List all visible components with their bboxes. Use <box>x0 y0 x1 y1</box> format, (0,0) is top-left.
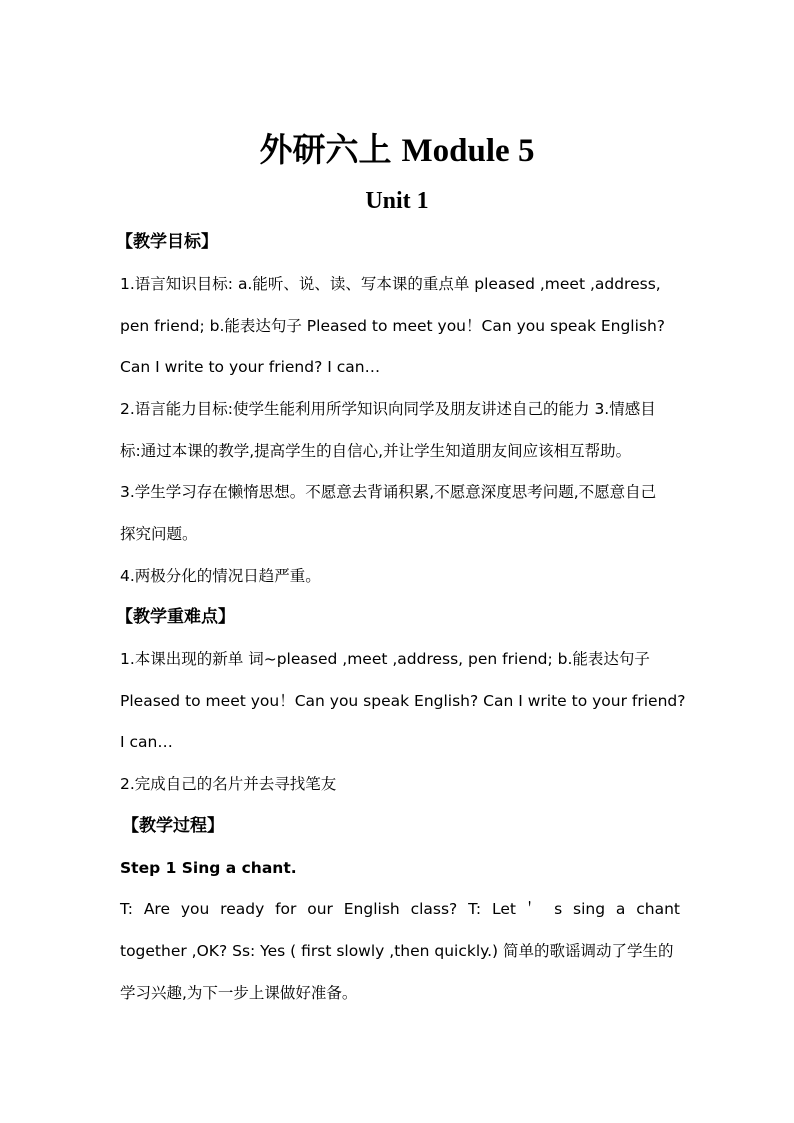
key-points-line: Pleased to meet you！Can you speak English? Can I write to your friend? <box>120 692 686 710</box>
objectives-line: 标:通过本课的教学,提高学生的自信心,并让学生知道朋友间应该相互帮助。 <box>120 442 632 460</box>
page-title <box>0 128 794 173</box>
process-heading: 【教学过程】 <box>122 816 224 836</box>
process-line: together ,OK? Ss: Yes ( first slowly ,then quickly.) 简单的歌谣调动了学生的 <box>120 942 674 960</box>
title-english: Module 5 <box>401 133 535 169</box>
key-points-line: I can… <box>120 733 173 751</box>
process-line: 学习兴趣,为下一步上课做好准备。 <box>120 984 358 1002</box>
objectives-line: Can I write to your friend? I can… <box>120 358 381 376</box>
objectives-line: 2.语言能力目标:使学生能利用所学知识向同学及朋友讲述自己的能力 3.情感目 <box>120 400 656 418</box>
objectives-line: pen friend; b.能表达句子 Pleased to meet you！Can you speak English? <box>120 317 666 335</box>
key-points-line: 1.本课出现的新单 词~pleased ,meet ,address, pen friend; b.能表达句子 <box>120 650 650 668</box>
step1-title: Step 1 Sing a chant. <box>120 859 297 877</box>
page-subtitle: Unit 1 <box>365 188 429 214</box>
objectives-line: 探究问题。 <box>120 525 198 543</box>
objectives-line: 4.两极分化的情况日趋严重。 <box>120 567 321 585</box>
key-points-line: 2.完成自己的名片并去寻找笔友 <box>120 775 337 793</box>
objectives-line: 3.学生学习存在懒惰思想。不愿意去背诵积累,不愿意深度思考问题,不愿意自己 <box>120 483 657 501</box>
process-line: T: Are you ready for our English class? T: Let＇ s sing a chant <box>120 900 680 918</box>
objectives-line: 1.语言知识目标: a.能听、说、读、写本课的重点单 pleased ,meet ,address, <box>120 275 661 293</box>
objectives-heading: 【教学目标】 <box>116 232 218 252</box>
title-chinese: 外研六上 <box>259 130 392 169</box>
key-points-heading: 【教学重难点】 <box>116 607 235 627</box>
